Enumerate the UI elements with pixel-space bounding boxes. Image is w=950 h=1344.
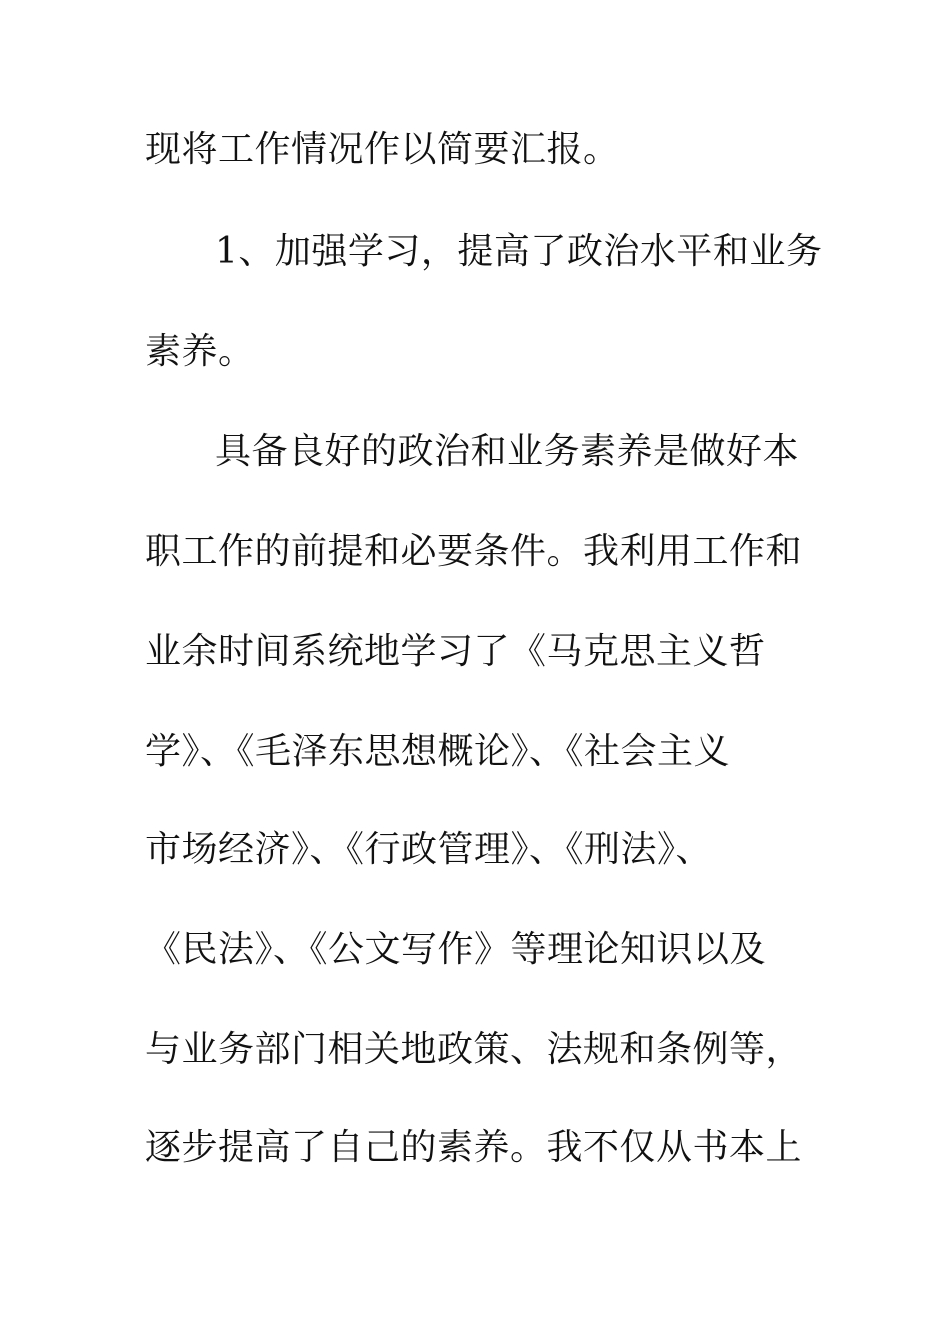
- text-line: 现将工作情况作以简要汇报。: [145, 129, 620, 170]
- text-line: 职工作的前提和必要条件。我利用工作和: [145, 531, 803, 572]
- section-heading: 1、加强学习，提高了政治水平和业务: [215, 231, 823, 272]
- text-line: 市场经济》、《行政管理》、《刑法》、: [145, 829, 713, 870]
- text-line: 学》、《毛泽东思想概论》、《社会主义: [145, 731, 731, 772]
- text-line: 《民法》、《公文写作》等理论知识以及: [145, 929, 767, 970]
- text-line: 逐步提高了自己的素养。我不仅从书本上: [145, 1127, 803, 1168]
- paragraph-first-line: 具备良好的政治和业务素养是做好本: [215, 431, 800, 472]
- text-line: 业余时间系统地学习了《马克思主义哲: [145, 631, 766, 672]
- text-line: 素养。: [145, 331, 255, 372]
- text-line: 与业务部门相关地政策、法规和条例等，: [145, 1029, 803, 1070]
